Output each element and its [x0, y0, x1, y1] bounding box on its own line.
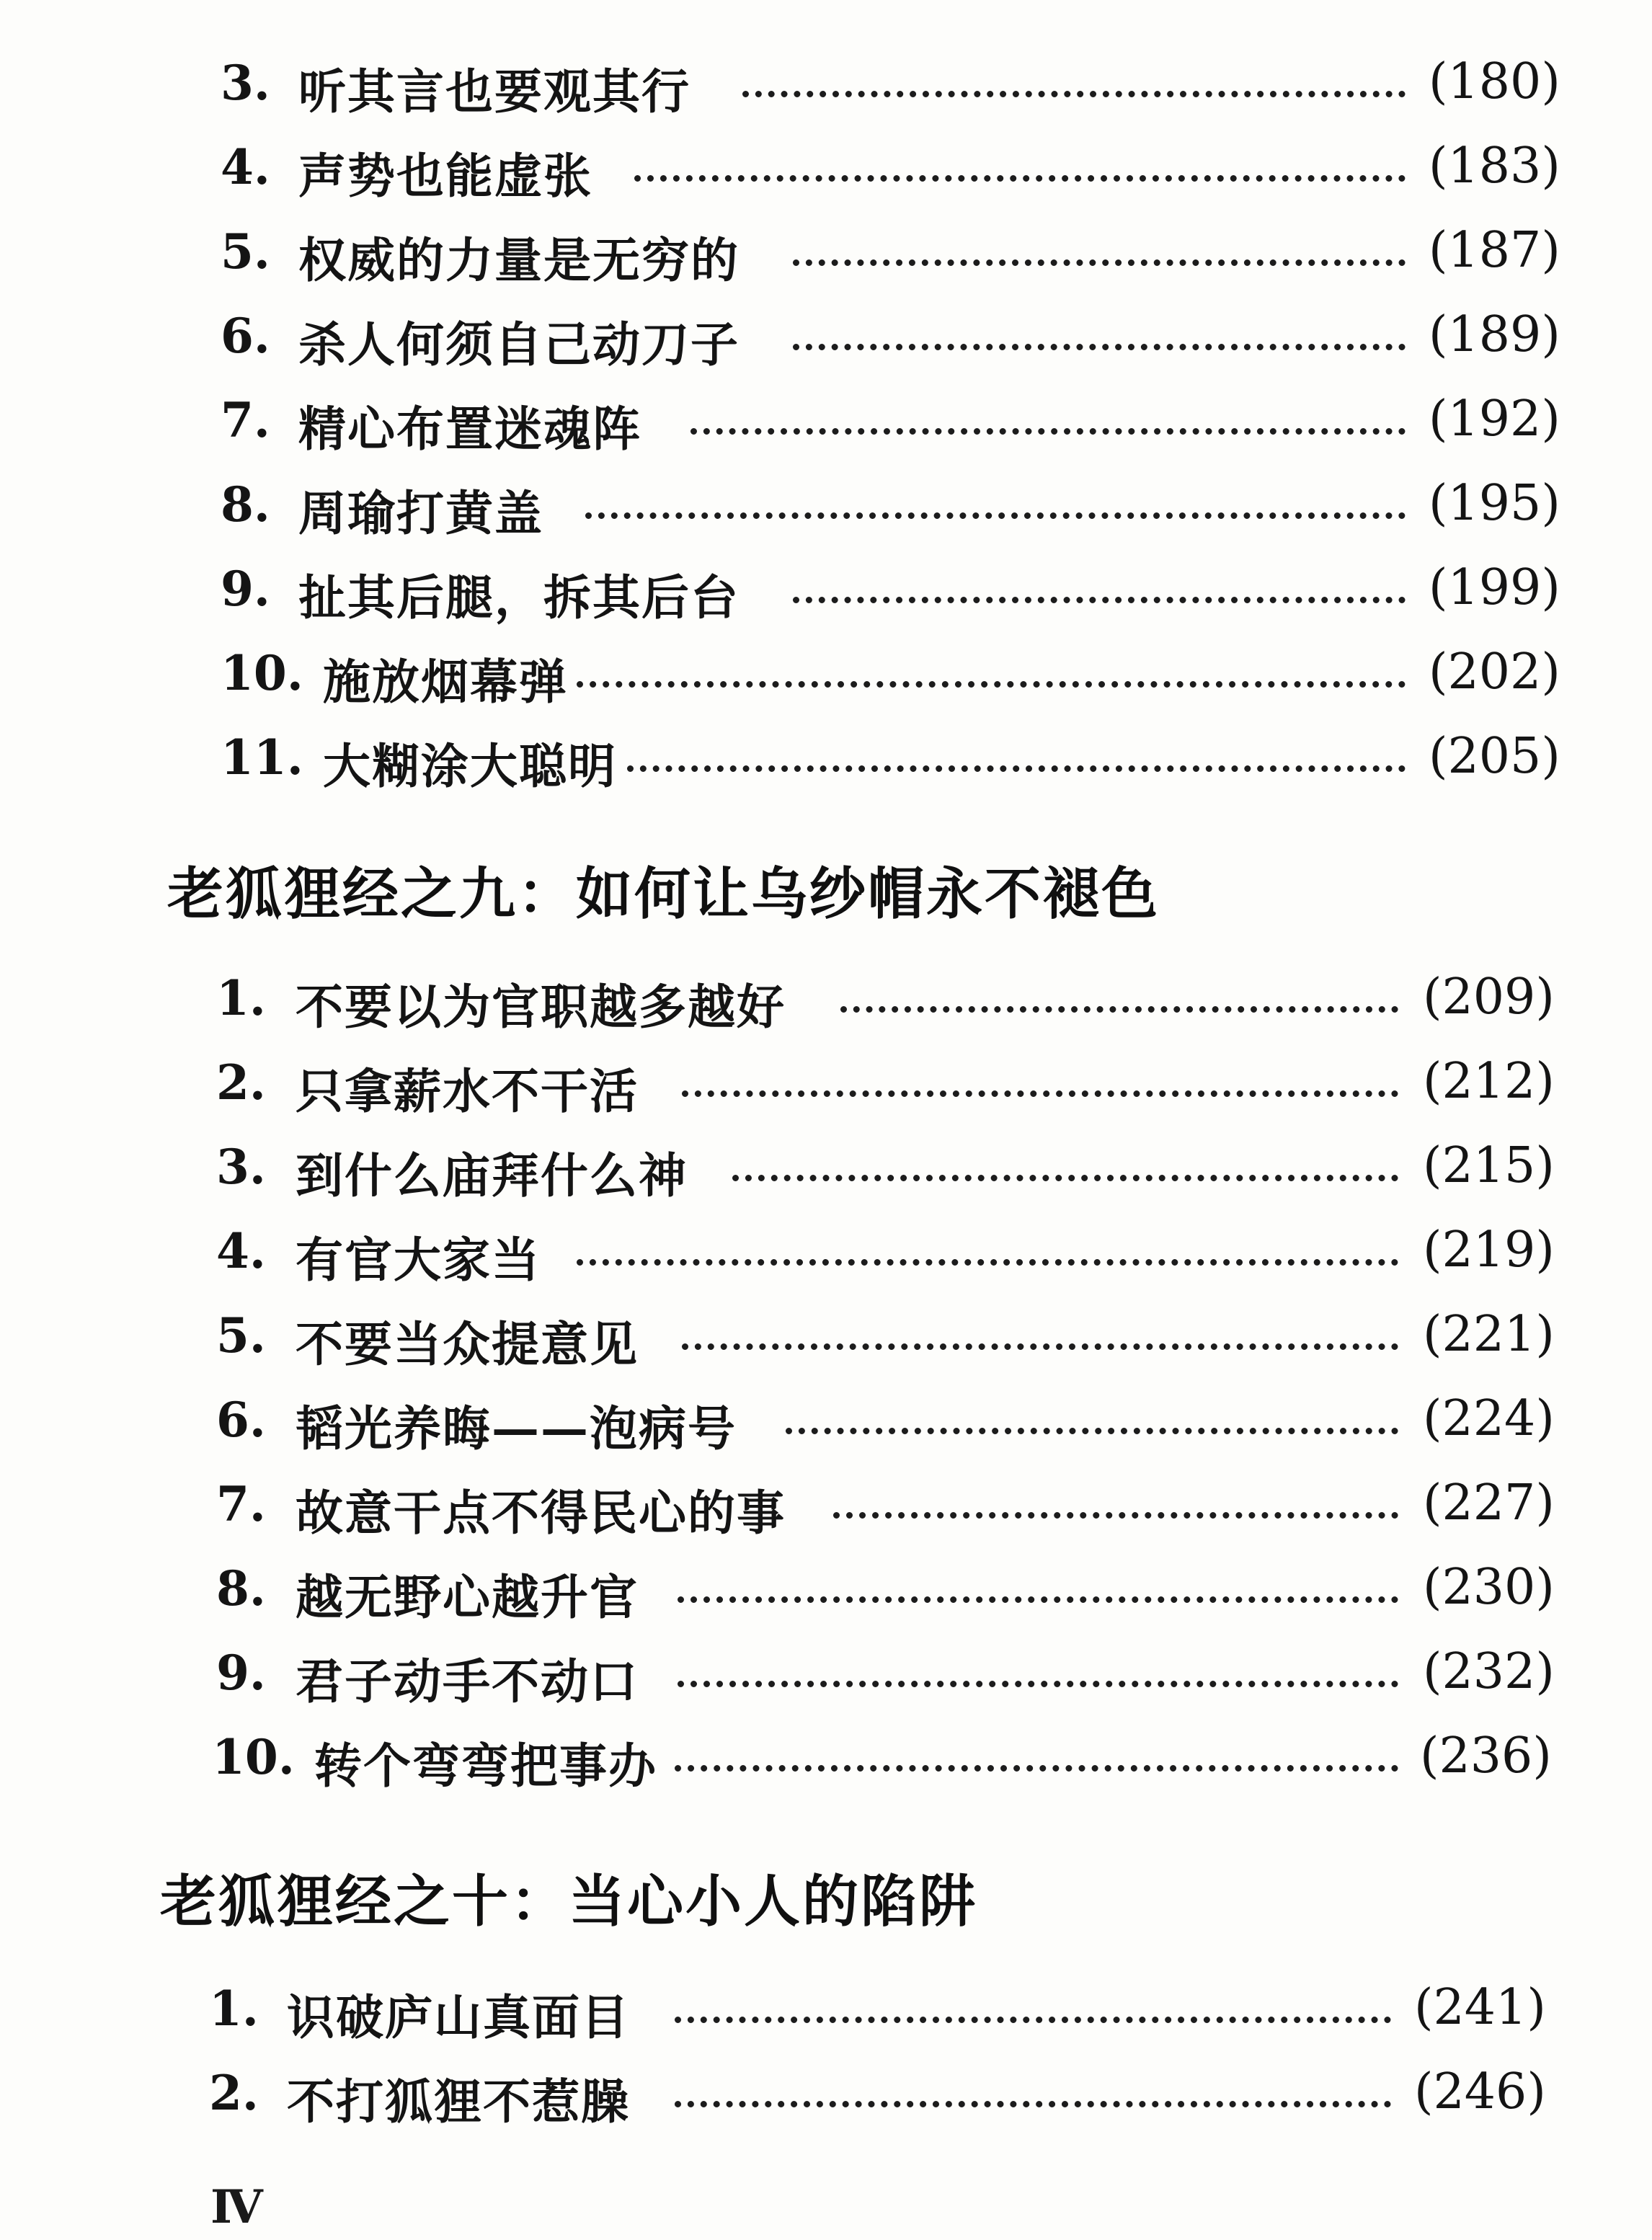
dot-leader: [627, 765, 1405, 772]
section-heading: 老狐狸经之十：当心小人的陷阱: [160, 1869, 978, 1934]
entry-page-number: (192): [1429, 391, 1560, 448]
entry-number: 7.: [216, 1476, 266, 1532]
toc-entry: [0, 959, 1652, 1043]
dot-leader: [585, 512, 1405, 519]
entry-page-number: (230): [1423, 1559, 1555, 1616]
dot-leader: [793, 344, 1405, 350]
entry-title: 君子动手不动口: [296, 1653, 639, 1710]
page-folio: Ⅳ: [210, 2180, 263, 2234]
entry-page-number: (209): [1423, 969, 1555, 1026]
entry-title: 声势也能虚张: [298, 148, 592, 204]
toc-entry: [0, 549, 1652, 634]
toc-entry: [0, 1633, 1652, 1717]
entry-page-number: (246): [1414, 2063, 1546, 2120]
entry-title: 不要以为官职越多越好: [296, 979, 786, 1035]
toc-entry: [0, 1127, 1652, 1212]
dot-leader: [682, 1090, 1398, 1097]
toc-entry: [0, 128, 1652, 212]
entry-page-number: (199): [1429, 559, 1560, 616]
toc-group-continued: [0, 43, 1652, 794]
entry-page-number: (183): [1429, 138, 1560, 195]
entry-number: 10.: [221, 645, 303, 701]
toc-entry: [0, 1296, 1652, 1380]
toc-entry: [0, 43, 1652, 128]
entry-number: 11.: [221, 729, 303, 786]
dot-leader: [634, 175, 1405, 182]
entry-title: 越无野心越升官: [296, 1569, 639, 1625]
entry-page-number: (195): [1429, 475, 1560, 532]
entry-number: 9.: [216, 1645, 266, 1701]
entry-number: 4.: [216, 1223, 266, 1279]
entry-title: 精心布置迷魂阵: [298, 401, 641, 457]
toc-entry: [0, 212, 1652, 296]
toc-entry: [0, 1043, 1652, 1127]
entry-number: 1.: [216, 970, 266, 1026]
toc-entry: [0, 465, 1652, 549]
entry-title: 有官大家当: [296, 1232, 541, 1288]
entry-page-number: (180): [1429, 53, 1560, 110]
entry-title: 只拿薪水不干活: [296, 1063, 639, 1119]
entry-title: 转个弯弯把事办: [314, 1738, 657, 1794]
entry-page-number: (212): [1423, 1053, 1555, 1110]
entry-number: 2.: [216, 1054, 266, 1111]
entry-title: 扯其后腿，拆其后台: [298, 569, 740, 626]
entry-number: 3.: [221, 55, 270, 111]
toc-entry: [0, 634, 1652, 718]
entry-page-number: (221): [1423, 1306, 1555, 1363]
dot-leader: [793, 597, 1405, 603]
dot-leader: [690, 428, 1405, 435]
entry-title: 权威的力量是无穷的: [298, 232, 740, 288]
entry-page-number: (202): [1429, 644, 1560, 701]
entry-title: 到什么庙拜什么神: [296, 1147, 688, 1204]
dot-leader: [742, 91, 1405, 97]
section-heading: 老狐狸经之九：如何让乌纱帽永不褪色: [167, 861, 1160, 927]
dot-leader: [675, 2101, 1391, 2107]
dot-leader: [840, 1006, 1398, 1013]
toc-entry: [0, 1717, 1652, 1802]
entry-page-number: (236): [1420, 1728, 1552, 1785]
dot-leader: [675, 2017, 1391, 2023]
entry-number: 6.: [221, 308, 270, 364]
entry-number: 4.: [221, 139, 270, 195]
toc-entry: [0, 1549, 1652, 1633]
toc-entry: [0, 2053, 1652, 2138]
entry-page-number: (232): [1423, 1643, 1555, 1700]
entry-page-number: (205): [1429, 728, 1560, 785]
entry-title: 大糊涂大聪明: [323, 738, 617, 794]
toc-entry: [0, 1380, 1652, 1465]
dot-leader: [577, 1259, 1398, 1266]
entry-title: 施放烟幕弹: [323, 654, 568, 710]
entry-title: 韬光养晦——泡病号: [296, 1400, 737, 1457]
entry-page-number: (215): [1423, 1137, 1555, 1194]
toc-entry: [0, 1212, 1652, 1296]
entry-page-number: (189): [1429, 306, 1560, 363]
entry-title: 听其言也要观其行: [298, 63, 690, 120]
dot-leader: [577, 681, 1405, 688]
toc-entry: [0, 381, 1652, 465]
entry-number: 2.: [209, 2065, 259, 2121]
dot-leader: [793, 259, 1405, 266]
entry-number: 3.: [216, 1139, 266, 1195]
toc-entry: [0, 1969, 1652, 2053]
entry-page-number: (224): [1423, 1390, 1555, 1447]
entry-title: 不打狐狸不惹臊: [287, 2074, 630, 2130]
toc-entry: [0, 1465, 1652, 1549]
entry-number: 8.: [216, 1560, 266, 1617]
entry-number: 7.: [221, 392, 270, 448]
dot-leader: [833, 1512, 1398, 1519]
dot-leader: [732, 1175, 1398, 1181]
entry-number: 6.: [216, 1392, 266, 1448]
entry-title: 杀人何须自己动刀子: [298, 316, 740, 373]
dot-leader: [678, 1681, 1398, 1687]
dot-leader: [786, 1428, 1398, 1434]
entry-title: 故意干点不得民心的事: [296, 1485, 786, 1541]
entry-number: 5.: [221, 223, 270, 280]
toc-entry: [0, 718, 1652, 802]
dot-leader: [682, 1343, 1398, 1350]
entry-title: 识破庐山真面目: [287, 1989, 630, 2045]
entry-title: 不要当众提意见: [296, 1316, 639, 1372]
entry-page-number: (241): [1414, 1979, 1546, 2036]
dot-leader: [678, 1596, 1398, 1603]
entry-page-number: (227): [1423, 1475, 1555, 1532]
entry-number: 10.: [212, 1729, 295, 1785]
entry-page-number: (187): [1429, 222, 1560, 279]
entry-page-number: (219): [1423, 1222, 1555, 1279]
entry-number: 1.: [209, 1981, 259, 2037]
entry-number: 5.: [216, 1307, 266, 1364]
entry-number: 9.: [221, 561, 270, 617]
dot-leader: [675, 1765, 1398, 1772]
entry-title: 周瑜打黄盖: [298, 485, 543, 541]
toc-entry: [0, 296, 1652, 381]
entry-number: 8.: [221, 476, 270, 533]
